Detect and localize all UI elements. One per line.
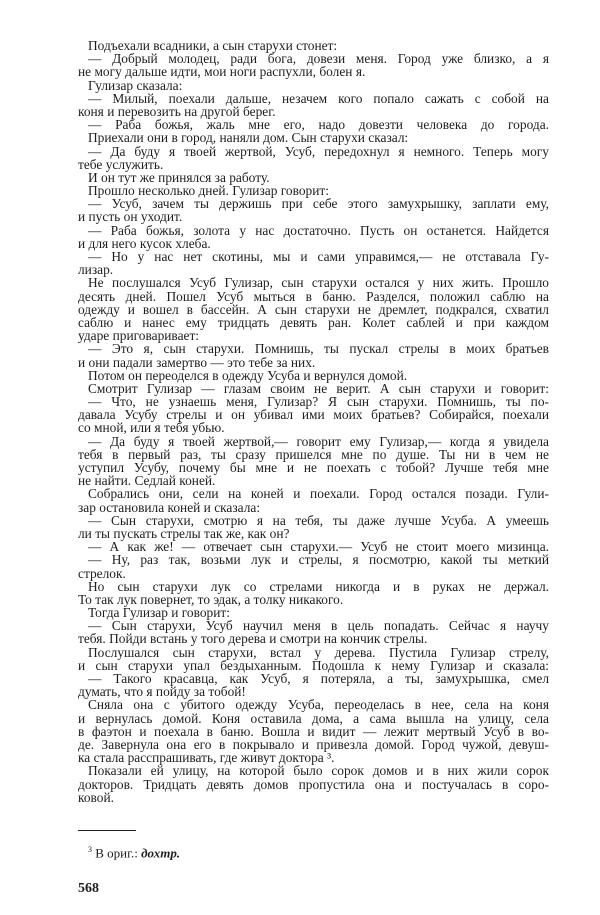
footnote-text: В ориг.:	[95, 845, 142, 861]
text-line: Тогда Гулизар и говорит:	[88, 605, 230, 621]
text-line: одежду и вошел в бассейн. А сын старухи не дремлет, подкрался, схватил	[78, 301, 549, 317]
text-line: — Такого красавца, как Усуб, я потеряла, а ты, замухрышка, смел	[88, 671, 549, 686]
text-line: То так лук повернет, то эдак, а толку никакого.	[78, 591, 344, 607]
footnote	[88, 845, 180, 861]
text-line: Потом он переоделся в одежду Усуба и вернулся домой.	[88, 367, 408, 383]
text-line: тебя. Пойди встань у того дерева и смотри на кончик стрелы.	[78, 631, 428, 647]
text-line: Прошло несколько дней. Гулизар говорит:	[88, 183, 329, 199]
text-line: — Добрый молодец, ради бога, довези меня. Город уже близко, а я	[88, 51, 549, 67]
text-line: Гулизар сказала:	[88, 77, 183, 93]
text-line: Не послушался Усуб Гулизар, сын старухи остался у них жить. Прошло	[88, 275, 549, 291]
text-line: Подъехали всадники, а сын старухи стонет:	[88, 38, 338, 53]
text-line: ударе приговаривает:	[78, 328, 200, 344]
text-line: лизар.	[78, 262, 114, 278]
text-line: ковой.	[78, 789, 114, 805]
text-line: зар остановила коней и сказала:	[78, 499, 261, 515]
text-line: в фаэтон и поехала в баню. Вошла и видит — лежит мертвый Усуб в во-	[78, 723, 549, 739]
text-line: стрелок.	[78, 565, 126, 581]
text-line: — Да буду я твоей жертвой, Усуб, передохнул я немного. Теперь могу	[88, 143, 549, 159]
text-line: десять дней. Пошел Усуб мыться в баню. Разделся, положил саблю на	[78, 288, 549, 304]
text-line: — Сын старухи, Усуб научил меня в цель попадать. Сейчас я научу	[88, 618, 549, 634]
footnote-term: дохтр.	[141, 845, 181, 861]
text-line: — Милый, поехали дальше, незачем кого попало сажать с собой на	[88, 90, 549, 106]
text-line: — А как же! — отвечает сын старухи.— Усуб не стоит моего мизинца.	[88, 539, 549, 555]
text-line: Но сын старухи лук со стрелами никогда и в руках не держал.	[88, 578, 549, 594]
text-line: коня и перевозить на другой берег.	[78, 103, 276, 119]
footnote-mark: 3	[88, 845, 92, 854]
page-number: 568	[78, 881, 99, 896]
text-line: Собрались они, сели на коней и поехали. Город остался позади. Гули-	[88, 486, 549, 502]
text-line: — Раба божья, золота у нас достаточно. Пусть он останется. Найдется	[88, 222, 549, 238]
text-line: не могу дальше идти, мои ноги распухли, болен я.	[78, 64, 366, 80]
text-line: давала Усубу стрелы и он убивал ими моих братьев? Собирайся, поехали	[78, 407, 549, 423]
body-text	[78, 39, 549, 804]
text-line: и сын старухи упал бездыханным. Подошла к нему Гулизар и сказала:	[78, 657, 549, 673]
text-line: — Но у нас нет скотины, мы и сами управимся,— не отставала Гу-	[88, 249, 549, 264]
text-line: со мной, или я тебя убью.	[78, 420, 225, 436]
text-line: тебя в первый раз, ты сразу пришелся мне по душе. Ты ни в чем не	[78, 446, 549, 462]
text-line: Послушался сын старухи, встал у дерева. Пустила Гулизар стрелу,	[88, 644, 549, 660]
text-line: уступил Усубу, почему бы мне и не поехать с тобой? Лучше тебя мне	[78, 460, 549, 475]
text-line: и они падали замертво — это тебе за них.	[78, 354, 316, 370]
text-line: — Ну, раз так, возьми лук и стрелы, я посмотрю, какой ты меткий	[88, 552, 549, 568]
text-line: Сняла она с убитого одежду Усуба, переоделась в нее, села на коня	[88, 697, 549, 713]
text-line: и вернулась домой. Коня оставила дома, а сама вышла на улицу, села	[78, 710, 549, 726]
text-line: — Сын старухи, смотрю я на тебя, ты даже лучше Усуба. А умеешь	[88, 512, 549, 528]
text-line: докторов. Тридцать девять домов пропустила она и постучалась в соро-	[78, 776, 549, 792]
text-line: ка стала расспрашивать, где живут доктора ³.	[78, 750, 335, 766]
text-line: И он тут же принялся за работу.	[88, 169, 270, 185]
text-line: Показали ей улицу, на которой было сорок домов и в них жили сорок	[88, 763, 549, 779]
text-line: — Да буду я твоей жертвой,— говорит ему Гулизар,— когда я увидела	[88, 433, 549, 449]
footnote-divider	[78, 830, 136, 831]
text-line: — Усуб, зачем ты держишь при себе этого замухрышку, заплати ему,	[88, 196, 549, 212]
text-line: Приехали они в город, наняли дом. Сын старухи сказал:	[88, 130, 409, 146]
text-line: — Что, не узнаешь меня, Гулизар? Я сын старухи. Помнишь, ты по-	[88, 394, 549, 410]
text-line: — Это я, сын старухи. Помнишь, ты пускал стрелы в моих братьев	[88, 341, 549, 357]
text-line: думать, что я пойду за тобой!	[78, 684, 246, 700]
text-line: — Раба божья, жаль мне его, надо довезти человека до города.	[88, 117, 549, 133]
text-line: тебе услужить.	[78, 156, 164, 172]
text-line: и пусть он уходит.	[78, 209, 183, 225]
text-line: де. Завернула она его в покрывало и привезла домой. Город чужой, девуш-	[78, 736, 549, 752]
text-line: и для него кусок хлеба.	[78, 235, 211, 251]
text-line: ли ты пускать стрелы так же, как он?	[78, 525, 290, 541]
text-line: Смотрит Гулизар — глазам своим не верит. А сын старухи и говорит:	[88, 380, 549, 396]
text-line: не найти. Седлай коней.	[78, 473, 216, 489]
text-line: саблю и нанес ему тридцать девять ран. Колет саблей и при каждом	[78, 314, 549, 330]
